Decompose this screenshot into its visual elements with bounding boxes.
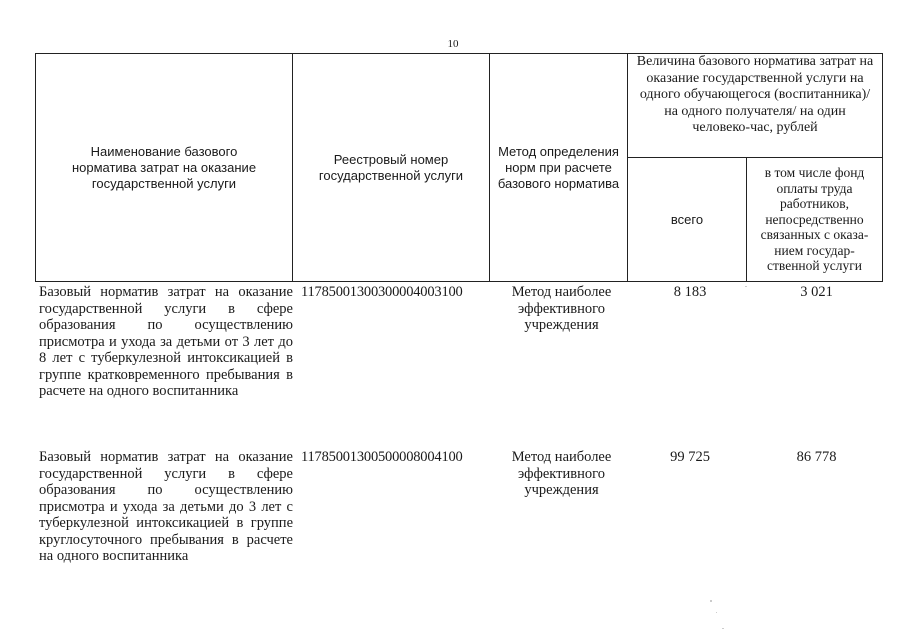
scan-speck	[716, 612, 717, 613]
header-registry-column: Реестровый номер государственной услуги	[293, 54, 490, 282]
header-total-column: всего	[628, 158, 747, 282]
header-fund-column: в том числе фонд оплаты труда работников, непосредственно связанных с оказа-нием государ-ственной услуги	[747, 158, 883, 282]
header-method-column: Метод определения норм при расчете базового норматива	[490, 54, 628, 282]
scan-speck	[722, 628, 724, 629]
table-header	[35, 53, 883, 282]
page-number: 10	[447, 38, 459, 50]
scan-speck	[745, 286, 747, 287]
row-service-name: Базовый норматив затрат на оказание государственной услуги в сфере образования по осуществлению присмотра и ухода за детьми от 3 лет до 8 лет с туберкулезной интоксикацией в группе кратковременного пребывания в расчете на одного воспитанника	[39, 284, 293, 399]
row-total-value: 99 725	[670, 449, 710, 465]
row-registry-number: 11785001300500008004100	[301, 449, 463, 465]
row-total-value: 8 183	[673, 284, 707, 300]
header-value-group: Величина базового норматива затрат на оказание государственной услуги на одного обучающегося (воспитанника)/ на одного получателя/ на один человеко-час, рублей	[628, 54, 883, 158]
row-fund-value: 86 778	[796, 449, 837, 465]
header-name-column: Наименование базового норматива затрат на оказание государственной услуги	[36, 54, 293, 282]
row-method: Метод наиболее эффективного учреждения	[511, 449, 612, 498]
row-fund-value: 3 021	[800, 284, 833, 300]
row-registry-number: 11785001300300004003100	[301, 284, 463, 300]
scan-speck	[710, 600, 712, 602]
row-method: Метод наиболее эффективного учреждения	[511, 284, 612, 333]
row-service-name: Базовый норматив затрат на оказание государственной услуги в сфере образования по осуществлению присмотра и ухода за детьми до 3 лет с туберкулезной интоксикацией в группе круглосуточного пребывания в расчете на одного воспитанника	[39, 449, 293, 564]
